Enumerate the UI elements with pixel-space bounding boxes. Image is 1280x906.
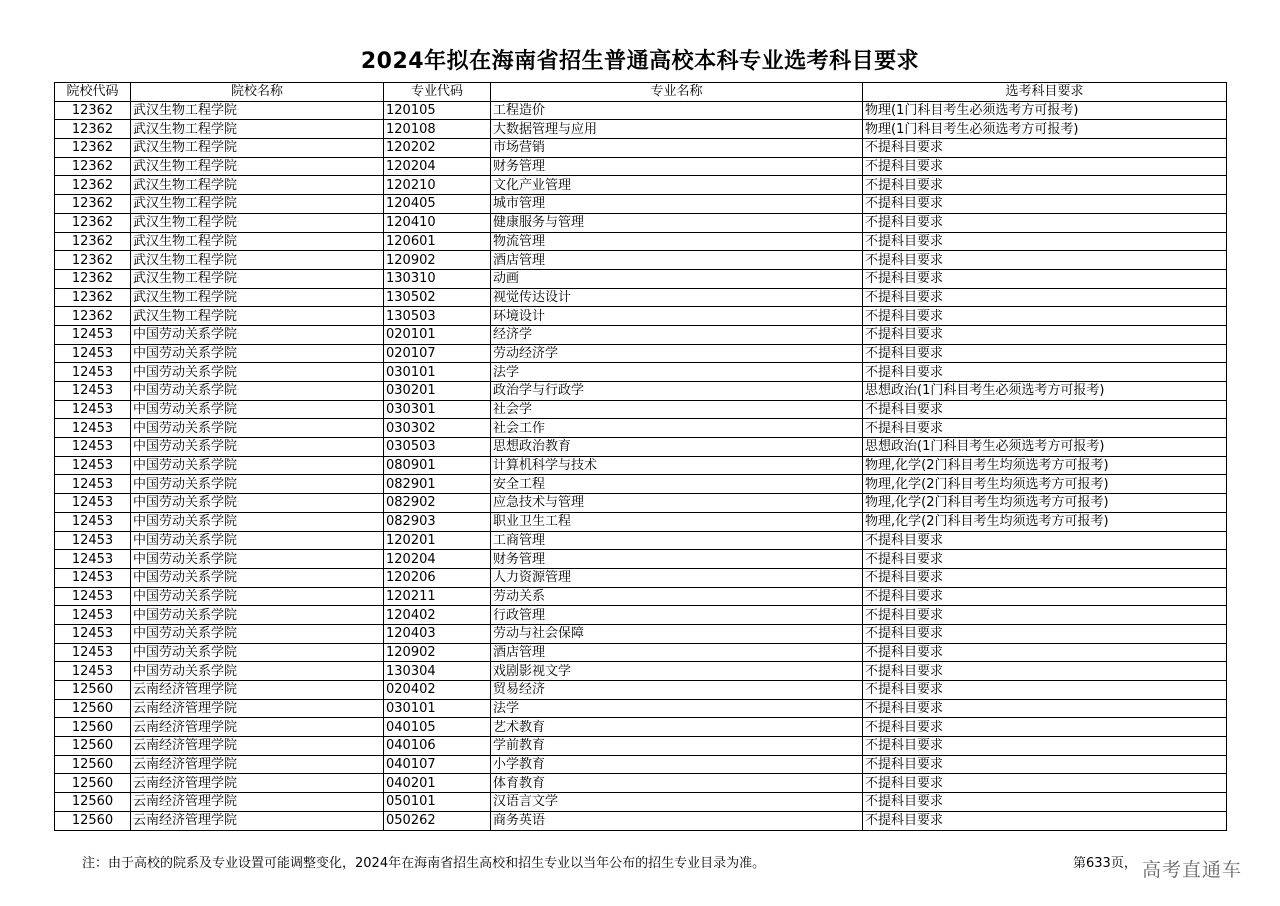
school-name-cell: 云南经济管理学院 <box>131 793 384 812</box>
school-name-cell: 武汉生物工程学院 <box>131 157 384 176</box>
major-name-cell: 工商管理 <box>491 531 863 550</box>
school-code-cell: 12453 <box>55 382 131 401</box>
requirement-cell: 不提科目要求 <box>863 344 1227 363</box>
school-name-cell: 中国劳动关系学院 <box>131 643 384 662</box>
school-name-cell: 武汉生物工程学院 <box>131 307 384 326</box>
school-name-cell: 中国劳动关系学院 <box>131 512 384 531</box>
school-name-cell: 中国劳动关系学院 <box>131 587 384 606</box>
school-code-cell: 12362 <box>55 269 131 288</box>
table-row <box>55 699 1227 718</box>
school-name-cell: 云南经济管理学院 <box>131 811 384 830</box>
school-code-cell: 12453 <box>55 456 131 475</box>
requirement-cell: 不提科目要求 <box>863 139 1227 158</box>
requirement-cell: 不提科目要求 <box>863 793 1227 812</box>
school-code-cell: 12362 <box>55 232 131 251</box>
major-name-cell: 学前教育 <box>491 737 863 756</box>
school-name-cell: 中国劳动关系学院 <box>131 419 384 438</box>
major-name-cell: 市场营销 <box>491 139 863 158</box>
school-code-cell: 12453 <box>55 400 131 419</box>
requirement-cell: 不提科目要求 <box>863 419 1227 438</box>
school-code-cell: 12362 <box>55 288 131 307</box>
school-name-cell: 中国劳动关系学院 <box>131 550 384 569</box>
major-code-cell: 082901 <box>384 475 491 494</box>
table-row <box>55 269 1227 288</box>
school-name-cell: 中国劳动关系学院 <box>131 438 384 457</box>
requirement-cell: 不提科目要求 <box>863 176 1227 195</box>
requirement-cell: 物理,化学(2门科目考生均须选考方可报考) <box>863 512 1227 531</box>
school-name-cell: 中国劳动关系学院 <box>131 400 384 419</box>
major-code-cell: 050262 <box>384 811 491 830</box>
school-name-cell: 中国劳动关系学院 <box>131 382 384 401</box>
school-code-cell: 12453 <box>55 438 131 457</box>
requirement-cell: 不提科目要求 <box>863 550 1227 569</box>
school-code-cell: 12362 <box>55 307 131 326</box>
requirement-cell: 不提科目要求 <box>863 195 1227 214</box>
major-name-cell: 体育教育 <box>491 774 863 793</box>
major-name-cell: 政治学与行政学 <box>491 382 863 401</box>
major-code-cell: 082903 <box>384 512 491 531</box>
table-row <box>55 587 1227 606</box>
major-name-cell: 应急技术与管理 <box>491 494 863 513</box>
table-row <box>55 363 1227 382</box>
school-code-cell: 12560 <box>55 681 131 700</box>
table-row <box>55 382 1227 401</box>
major-name-cell: 视觉传达设计 <box>491 288 863 307</box>
school-code-cell: 12560 <box>55 755 131 774</box>
major-code-cell: 120902 <box>384 643 491 662</box>
school-code-cell: 12560 <box>55 774 131 793</box>
table-row <box>55 325 1227 344</box>
major-name-cell: 酒店管理 <box>491 643 863 662</box>
school-code-cell: 12362 <box>55 120 131 139</box>
table-row <box>55 512 1227 531</box>
major-name-cell: 社会工作 <box>491 419 863 438</box>
major-name-cell: 劳动经济学 <box>491 344 863 363</box>
school-code-cell: 12560 <box>55 718 131 737</box>
table-row <box>55 157 1227 176</box>
table-row <box>55 811 1227 830</box>
requirement-cell: 不提科目要求 <box>863 681 1227 700</box>
table-row <box>55 755 1227 774</box>
major-code-cell: 130502 <box>384 288 491 307</box>
school-code-cell: 12453 <box>55 475 131 494</box>
table-row <box>55 176 1227 195</box>
major-name-cell: 物流管理 <box>491 232 863 251</box>
major-code-cell: 120211 <box>384 587 491 606</box>
major-name-cell: 商务英语 <box>491 811 863 830</box>
major-name-cell: 财务管理 <box>491 550 863 569</box>
requirement-cell: 不提科目要求 <box>863 718 1227 737</box>
requirement-cell: 不提科目要求 <box>863 307 1227 326</box>
major-code-cell: 120902 <box>384 251 491 270</box>
school-name-cell: 武汉生物工程学院 <box>131 101 384 120</box>
watermark: 高考直通车 <box>1142 859 1243 881</box>
school-name-cell: 武汉生物工程学院 <box>131 232 384 251</box>
major-code-cell: 120105 <box>384 101 491 120</box>
major-code-cell: 040106 <box>384 737 491 756</box>
school-code-cell: 12453 <box>55 568 131 587</box>
major-code-cell: 030503 <box>384 438 491 457</box>
major-code-cell: 120204 <box>384 157 491 176</box>
school-name-cell: 中国劳动关系学院 <box>131 456 384 475</box>
table-row <box>55 120 1227 139</box>
major-name-cell: 酒店管理 <box>491 251 863 270</box>
header-school-code: 院校代码 <box>55 83 131 102</box>
school-name-cell: 中国劳动关系学院 <box>131 531 384 550</box>
table-row <box>55 624 1227 643</box>
requirement-cell: 不提科目要求 <box>863 363 1227 382</box>
requirement-cell: 不提科目要求 <box>863 624 1227 643</box>
major-name-cell: 劳动与社会保障 <box>491 624 863 643</box>
major-code-cell: 040107 <box>384 755 491 774</box>
requirement-cell: 不提科目要求 <box>863 587 1227 606</box>
school-code-cell: 12362 <box>55 139 131 158</box>
requirement-cell: 物理(1门科目考生必须选考方可报考) <box>863 101 1227 120</box>
header-major-code: 专业代码 <box>384 83 491 102</box>
major-name-cell: 汉语言文学 <box>491 793 863 812</box>
school-code-cell: 12453 <box>55 662 131 681</box>
school-name-cell: 云南经济管理学院 <box>131 737 384 756</box>
requirement-cell: 不提科目要求 <box>863 157 1227 176</box>
school-code-cell: 12453 <box>55 344 131 363</box>
major-code-cell: 120402 <box>384 606 491 625</box>
major-name-cell: 戏剧影视文学 <box>491 662 863 681</box>
table-row <box>55 251 1227 270</box>
major-code-cell: 120108 <box>384 120 491 139</box>
major-code-cell: 120201 <box>384 531 491 550</box>
school-name-cell: 武汉生物工程学院 <box>131 120 384 139</box>
table-row <box>55 681 1227 700</box>
major-name-cell: 城市管理 <box>491 195 863 214</box>
school-code-cell: 12453 <box>55 606 131 625</box>
major-name-cell: 经济学 <box>491 325 863 344</box>
table-row <box>55 139 1227 158</box>
school-name-cell: 武汉生物工程学院 <box>131 139 384 158</box>
requirement-cell: 物理,化学(2门科目考生均须选考方可报考) <box>863 475 1227 494</box>
major-code-cell: 120204 <box>384 550 491 569</box>
page-title: 2024年拟在海南省招生普通高校本科专业选考科目要求 <box>360 49 920 74</box>
school-name-cell: 中国劳动关系学院 <box>131 606 384 625</box>
requirement-cell: 不提科目要求 <box>863 737 1227 756</box>
requirement-cell: 不提科目要求 <box>863 774 1227 793</box>
major-code-cell: 120410 <box>384 213 491 232</box>
major-name-cell: 思想政治教育 <box>491 438 863 457</box>
school-code-cell: 12453 <box>55 624 131 643</box>
school-code-cell: 12453 <box>55 494 131 513</box>
school-code-cell: 12453 <box>55 550 131 569</box>
school-code-cell: 12362 <box>55 251 131 270</box>
school-code-cell: 12453 <box>55 512 131 531</box>
school-name-cell: 中国劳动关系学院 <box>131 494 384 513</box>
table-row <box>55 643 1227 662</box>
requirement-cell: 不提科目要求 <box>863 643 1227 662</box>
school-code-cell: 12453 <box>55 643 131 662</box>
school-name-cell: 中国劳动关系学院 <box>131 344 384 363</box>
table-row <box>55 400 1227 419</box>
school-code-cell: 12453 <box>55 325 131 344</box>
requirement-cell: 不提科目要求 <box>863 400 1227 419</box>
major-code-cell: 120210 <box>384 176 491 195</box>
major-code-cell: 020101 <box>384 325 491 344</box>
table-row <box>55 550 1227 569</box>
requirement-cell: 物理,化学(2门科目考生均须选考方可报考) <box>863 494 1227 513</box>
major-name-cell: 法学 <box>491 363 863 382</box>
major-code-cell: 120601 <box>384 232 491 251</box>
major-name-cell: 艺术教育 <box>491 718 863 737</box>
school-name-cell: 武汉生物工程学院 <box>131 176 384 195</box>
table-row <box>55 213 1227 232</box>
table-row <box>55 475 1227 494</box>
major-name-cell: 贸易经济 <box>491 681 863 700</box>
requirement-cell: 物理(1门科目考生必须选考方可报考) <box>863 120 1227 139</box>
major-name-cell: 环境设计 <box>491 307 863 326</box>
school-name-cell: 中国劳动关系学院 <box>131 475 384 494</box>
requirement-cell: 不提科目要求 <box>863 531 1227 550</box>
table-row <box>55 774 1227 793</box>
major-name-cell: 计算机科学与技术 <box>491 456 863 475</box>
requirement-cell: 不提科目要求 <box>863 699 1227 718</box>
school-name-cell: 武汉生物工程学院 <box>131 269 384 288</box>
header-major-name: 专业名称 <box>491 83 863 102</box>
requirement-cell: 不提科目要求 <box>863 269 1227 288</box>
major-name-cell: 大数据管理与应用 <box>491 120 863 139</box>
requirement-cell: 不提科目要求 <box>863 232 1227 251</box>
table-row <box>55 232 1227 251</box>
requirement-cell: 不提科目要求 <box>863 606 1227 625</box>
school-code-cell: 12560 <box>55 793 131 812</box>
major-name-cell: 社会学 <box>491 400 863 419</box>
requirement-cell: 不提科目要求 <box>863 325 1227 344</box>
school-name-cell: 武汉生物工程学院 <box>131 288 384 307</box>
table-row <box>55 307 1227 326</box>
school-code-cell: 12453 <box>55 363 131 382</box>
major-code-cell: 082902 <box>384 494 491 513</box>
school-name-cell: 中国劳动关系学院 <box>131 325 384 344</box>
table-row <box>55 606 1227 625</box>
major-code-cell: 120405 <box>384 195 491 214</box>
major-name-cell: 安全工程 <box>491 475 863 494</box>
major-code-cell: 120206 <box>384 568 491 587</box>
major-code-cell: 120202 <box>384 139 491 158</box>
school-name-cell: 云南经济管理学院 <box>131 699 384 718</box>
school-name-cell: 中国劳动关系学院 <box>131 662 384 681</box>
school-name-cell: 云南经济管理学院 <box>131 755 384 774</box>
major-name-cell: 小学教育 <box>491 755 863 774</box>
school-name-cell: 中国劳动关系学院 <box>131 624 384 643</box>
school-code-cell: 12362 <box>55 213 131 232</box>
requirement-cell: 不提科目要求 <box>863 213 1227 232</box>
requirement-cell: 物理,化学(2门科目考生均须选考方可报考) <box>863 456 1227 475</box>
requirement-cell: 不提科目要求 <box>863 662 1227 681</box>
major-name-cell: 劳动关系 <box>491 587 863 606</box>
school-code-cell: 12362 <box>55 101 131 120</box>
table-header-row <box>55 83 1227 102</box>
school-code-cell: 12362 <box>55 195 131 214</box>
major-code-cell: 020402 <box>384 681 491 700</box>
school-code-cell: 12560 <box>55 699 131 718</box>
school-code-cell: 12362 <box>55 176 131 195</box>
school-code-cell: 12362 <box>55 157 131 176</box>
major-name-cell: 行政管理 <box>491 606 863 625</box>
table-row <box>55 718 1227 737</box>
table-row <box>55 101 1227 120</box>
school-code-cell: 12453 <box>55 531 131 550</box>
major-code-cell: 120403 <box>384 624 491 643</box>
table-row <box>55 568 1227 587</box>
requirement-cell: 思想政治(1门科目考生必须选考方可报考) <box>863 382 1227 401</box>
major-code-cell: 040201 <box>384 774 491 793</box>
major-name-cell: 工程造价 <box>491 101 863 120</box>
major-name-cell: 文化产业管理 <box>491 176 863 195</box>
table-row <box>55 494 1227 513</box>
header-subject-requirement: 选考科目要求 <box>863 83 1227 102</box>
requirement-cell: 不提科目要求 <box>863 568 1227 587</box>
requirement-cell: 思想政治(1门科目考生必须选考方可报考) <box>863 438 1227 457</box>
major-name-cell: 财务管理 <box>491 157 863 176</box>
school-name-cell: 云南经济管理学院 <box>131 774 384 793</box>
school-name-cell: 武汉生物工程学院 <box>131 251 384 270</box>
requirement-cell: 不提科目要求 <box>863 251 1227 270</box>
major-name-cell: 人力资源管理 <box>491 568 863 587</box>
requirements-table <box>54 82 1227 831</box>
requirement-cell: 不提科目要求 <box>863 288 1227 307</box>
major-code-cell: 080901 <box>384 456 491 475</box>
page-number: 第633页， <box>1073 856 1137 871</box>
school-name-cell: 武汉生物工程学院 <box>131 195 384 214</box>
table-row <box>55 531 1227 550</box>
major-code-cell: 030101 <box>384 699 491 718</box>
school-code-cell: 12453 <box>55 419 131 438</box>
table-row <box>55 456 1227 475</box>
table-body <box>55 101 1227 830</box>
major-code-cell: 050101 <box>384 793 491 812</box>
table-row <box>55 195 1227 214</box>
school-name-cell: 中国劳动关系学院 <box>131 568 384 587</box>
table-row <box>55 737 1227 756</box>
major-name-cell: 健康服务与管理 <box>491 213 863 232</box>
major-code-cell: 030201 <box>384 382 491 401</box>
major-name-cell: 法学 <box>491 699 863 718</box>
major-name-cell: 职业卫生工程 <box>491 512 863 531</box>
major-name-cell: 动画 <box>491 269 863 288</box>
school-name-cell: 武汉生物工程学院 <box>131 213 384 232</box>
major-code-cell: 130503 <box>384 307 491 326</box>
table-row <box>55 793 1227 812</box>
school-name-cell: 云南经济管理学院 <box>131 681 384 700</box>
header-school-name: 院校名称 <box>131 83 384 102</box>
school-name-cell: 中国劳动关系学院 <box>131 363 384 382</box>
school-code-cell: 12560 <box>55 737 131 756</box>
footnote: 注：由于高校的院系及专业设置可能调整变化，2024年在海南省招生高校和招生专业以当年公布的招生专业目录为准。 <box>82 856 766 871</box>
major-code-cell: 030301 <box>384 400 491 419</box>
major-code-cell: 040105 <box>384 718 491 737</box>
major-code-cell: 130304 <box>384 662 491 681</box>
requirement-cell: 不提科目要求 <box>863 755 1227 774</box>
table-row <box>55 288 1227 307</box>
table-row <box>55 662 1227 681</box>
requirement-cell: 不提科目要求 <box>863 811 1227 830</box>
major-code-cell: 030101 <box>384 363 491 382</box>
school-code-cell: 12560 <box>55 811 131 830</box>
table-row <box>55 419 1227 438</box>
school-code-cell: 12453 <box>55 587 131 606</box>
major-code-cell: 130310 <box>384 269 491 288</box>
table-row <box>55 438 1227 457</box>
major-code-cell: 020107 <box>384 344 491 363</box>
table-row <box>55 344 1227 363</box>
major-code-cell: 030302 <box>384 419 491 438</box>
school-name-cell: 云南经济管理学院 <box>131 718 384 737</box>
